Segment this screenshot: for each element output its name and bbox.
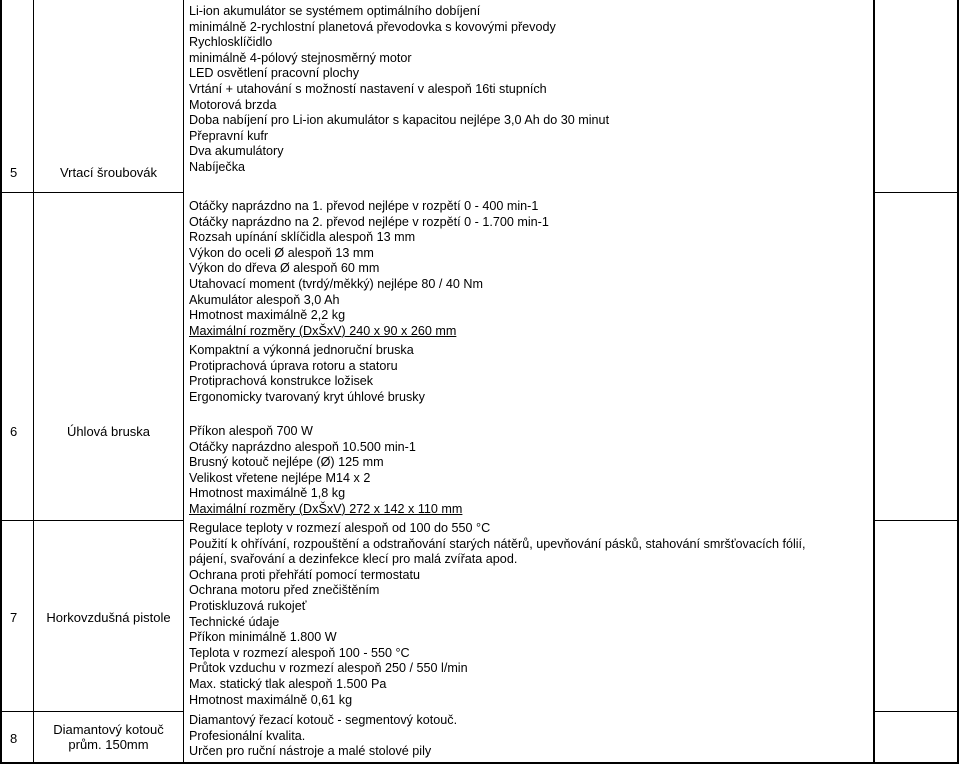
spec-line: Protiprachová konstrukce ložisek (189, 374, 374, 389)
spec-list-a (189, 521, 806, 708)
spec-line: Doba nabíjení pro Li-ion akumulátor s kapacitou nejlépe 3,0 Ah do 30 minut (189, 113, 610, 128)
spec-list-a (189, 343, 425, 405)
grid-line (183, 0, 184, 764)
spec-line: minimálně 4-pólový stejnosměrný motor (189, 50, 412, 65)
spec-line: Kompaktní a výkonná jednoruční bruska (189, 343, 414, 357)
grid-line (0, 0, 2, 764)
spec-line: Určen pro ruční nástroje a malé stolové pily (189, 744, 432, 759)
grid-line (0, 711, 183, 712)
spec-line: Maximální rozměry (DxŠxV) 272 x 142 x 110 mm (189, 501, 463, 516)
item-name: Horkovzdušná pistole (46, 610, 171, 625)
spec-line: Hmotnost maximálně 0,61 kg (189, 692, 353, 707)
spec-line: Otáčky naprázdno na 1. převod nejlépe v rozpětí 0 - 400 min-1 (189, 199, 539, 213)
row-number: 8 (10, 731, 18, 746)
grid-line (873, 520, 958, 521)
grid-line (33, 0, 34, 764)
spec-line: Průtok vzduchu v rozmezí alespoň 250 / 550 l/min (189, 661, 468, 676)
spec-line: Výkon do dřeva Ø alespoň 60 mm (189, 261, 380, 276)
spec-line: Diamantový řezací kotouč - segmentový kotouč. (189, 713, 458, 727)
spec-line: Profesionální kvalita. (189, 728, 306, 743)
spec-line: Akumulátor alespoň 3,0 Ah (189, 292, 340, 307)
grid-line (873, 0, 875, 764)
row-number: 6 (10, 424, 18, 439)
spec-list-a (189, 4, 609, 176)
spec-list-b (189, 199, 549, 339)
spec-line: Utahovací moment (tvrdý/měkký) nejlépe 80 / 40 Nm (189, 276, 483, 291)
spec-line: Ochrana motoru před znečištěním (189, 583, 380, 598)
spec-line: Nabíječka (189, 159, 246, 174)
spec-line: Příkon alespoň 700 W (189, 424, 313, 438)
item-name: Úhlová bruska (66, 424, 151, 439)
spec-line: LED osvětlení pracovní plochy (189, 66, 360, 81)
item-name: Vrtací šroubovák (59, 165, 158, 180)
grid-line (873, 711, 958, 712)
grid-line (0, 520, 183, 521)
spec-list-a (189, 713, 457, 760)
spec-line: Maximální rozměry (DxŠxV) 240 x 90 x 260 mm (189, 323, 457, 338)
item-name-line: prům. 150mm (68, 737, 149, 752)
spec-line: Teplota v rozmezí alespoň 100 - 550 °C (189, 645, 410, 660)
spec-line: pájení, svařování a dezinfekce klecí pro malá zvířata apod. (189, 552, 518, 567)
spec-line: Protiprachová úprava rotoru a statoru (189, 358, 398, 373)
spec-line: Rychlosklíčidlo (189, 35, 273, 50)
row-number: 7 (10, 610, 18, 625)
spec-line: Ergonomicky tvarovaný kryt úhlové brusky (189, 389, 425, 404)
grid-line (873, 192, 958, 193)
grid-line (0, 192, 183, 193)
row-number: 5 (10, 165, 18, 180)
spec-list-b (189, 424, 462, 518)
spec-line: Protiskluzová rukojeť (189, 598, 307, 613)
item-name (34, 722, 183, 752)
spec-line: Max. statický tlak alespoň 1.500 Pa (189, 676, 387, 691)
spec-line: Brusný kotouč nejlépe (Ø) 125 mm (189, 455, 384, 470)
spec-line: Dva akumulátory (189, 144, 284, 159)
spec-line: Otáčky naprázdno na 2. převod nejlépe v rozpětí 0 - 1.700 min-1 (189, 214, 549, 229)
item-name-line: Diamantový kotouč (53, 722, 164, 737)
spec-line: minimálně 2-rychlostní planetová převodovka s kovovými převody (189, 19, 556, 34)
spec-line: Hmotnost maximálně 1,8 kg (189, 486, 346, 501)
spec-line: Rozsah upínání sklíčidla alespoň 13 mm (189, 230, 416, 245)
grid-line (957, 0, 959, 764)
spec-line: Příkon minimálně 1.800 W (189, 630, 337, 645)
spec-line: Vrtání + utahování s možností nastavení v alespoň 16ti stupních (189, 81, 547, 96)
spec-line: Přepravní kufr (189, 128, 269, 143)
spec-line: Použití k ohřívání, rozpouštění a odstraňování starých nátěrů, upevňování pásků, stahování smršťovacích fólií, (189, 536, 806, 551)
spec-line: Regulace teploty v rozmezí alespoň od 100 do 550 °C (189, 521, 491, 535)
spec-line: Velikost vřetene nejlépe M14 x 2 (189, 470, 371, 485)
spec-line: Výkon do oceli Ø alespoň 13 mm (189, 245, 374, 260)
spec-line: Motorová brzda (189, 97, 277, 112)
spec-line: Otáčky naprázdno alespoň 10.500 min-1 (189, 439, 416, 454)
spec-line: Li-ion akumulátor se systémem optimálního dobíjení (189, 4, 481, 18)
spec-line: Hmotnost maximálně 2,2 kg (189, 308, 346, 323)
spec-line: Ochrana proti přehřátí pomocí termostatu (189, 567, 420, 582)
spec-line: Technické údaje (189, 614, 280, 629)
